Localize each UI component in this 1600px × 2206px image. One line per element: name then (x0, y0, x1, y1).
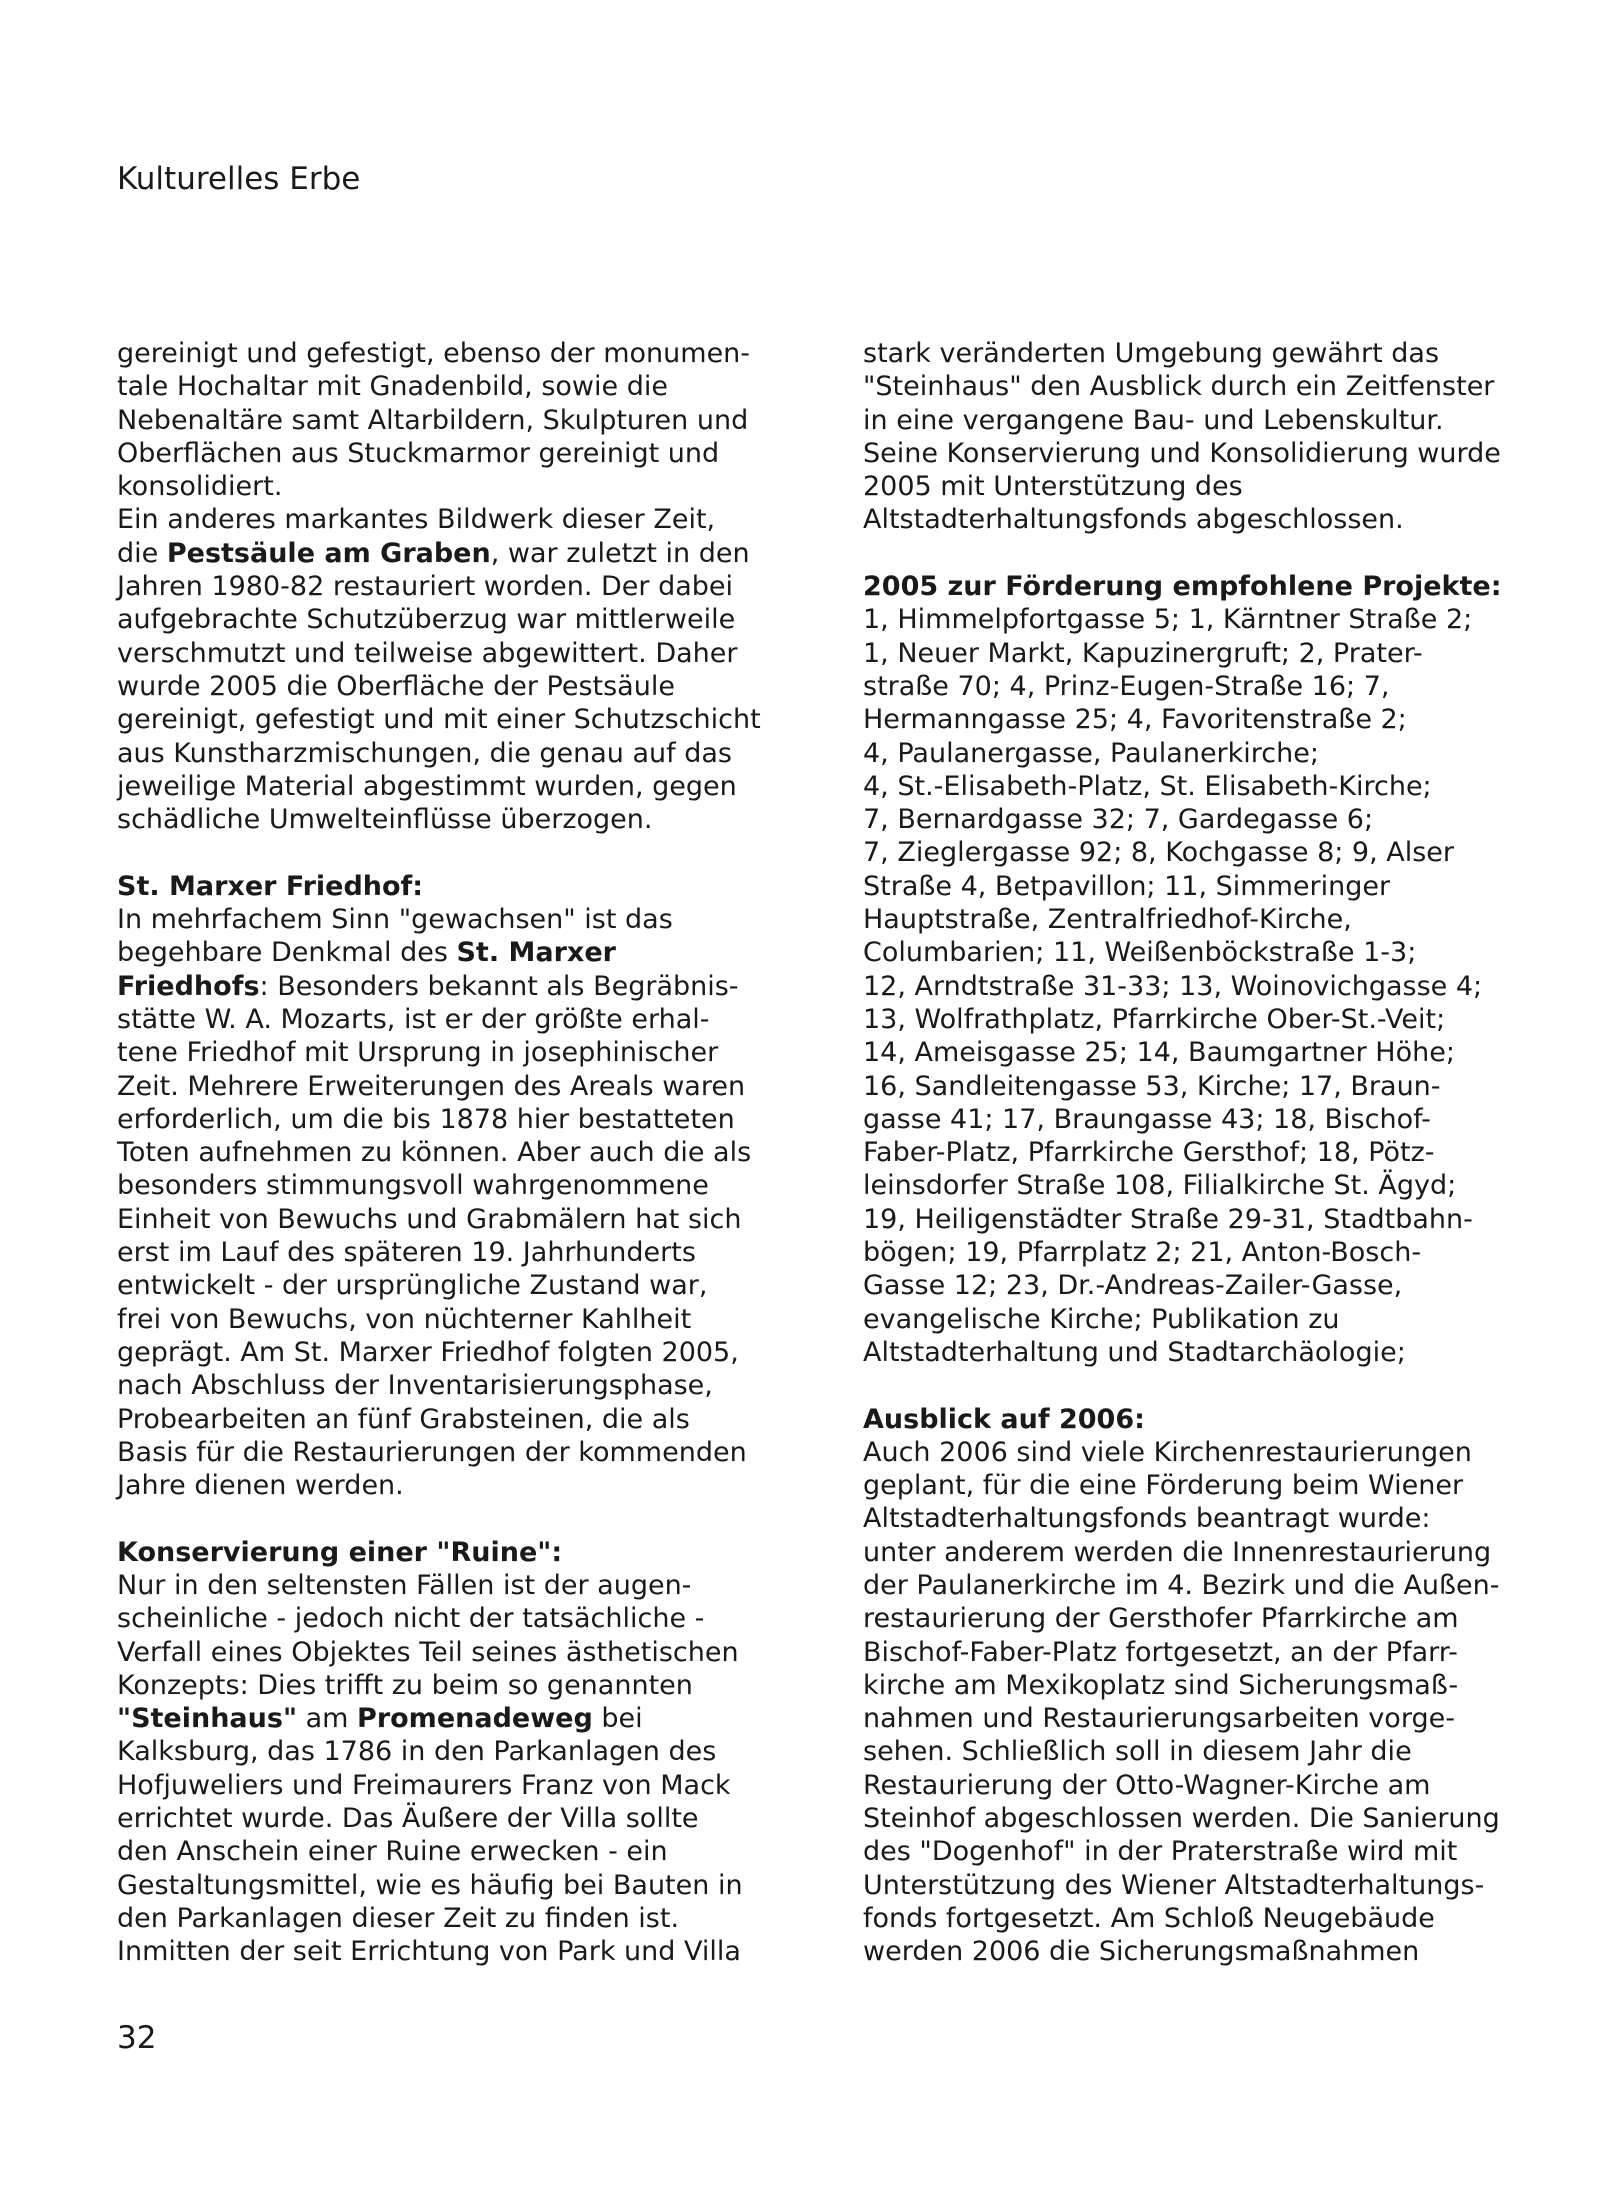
text-run: gasse 41; 17, Braungasse 43; 18, Bischof- (863, 1103, 1431, 1135)
text-run: Probearbeiten an fünf Grabsteinen, die als (117, 1403, 690, 1435)
text-run: restaurierung der Gersthofer Pfarrkirche am (863, 1603, 1459, 1635)
text-line (117, 370, 822, 403)
text-line (117, 1469, 822, 1502)
text-run: nahmen und Restaurierungsarbeiten vorge- (863, 1703, 1455, 1735)
text-line (117, 1935, 822, 1968)
text-run: , war zuletzt in den (490, 537, 750, 569)
text-run: Konzepts: Dies trifft zu beim so genannten (117, 1669, 693, 1701)
text-line (863, 404, 1568, 437)
text-run: nach Abschluss der Inventarisierungsphase, (117, 1370, 713, 1402)
text-line (117, 970, 822, 1003)
text-run: die (117, 537, 167, 569)
text-line (117, 637, 822, 670)
bold-text: Konservierung einer "Ruine": (117, 1536, 563, 1568)
text-line (117, 737, 822, 770)
text-line (863, 703, 1568, 736)
text-run: bei (592, 1703, 643, 1735)
text-line (863, 670, 1568, 703)
text-run: Seine Konservierung und Konsolidierung wurde (863, 437, 1501, 469)
text-line (117, 870, 822, 903)
text-line (117, 1602, 822, 1635)
text-run: in eine vergangene Bau- und Lebenskultur. (863, 404, 1444, 436)
text-run: kirche am Mexikoplatz sind Sicherungsmaß- (863, 1669, 1459, 1701)
text-line (117, 1802, 822, 1835)
text-line (863, 836, 1568, 869)
text-run: frei von Bewuchs, von nüchterner Kahlheit (117, 1303, 692, 1335)
text-line (117, 1169, 822, 1202)
text-line (863, 1502, 1568, 1535)
text-run: Jahren 1980-82 restauriert worden. Der dabei (117, 571, 734, 603)
text-line (117, 1636, 822, 1669)
text-run: der Paulanerkirche im 4. Bezirk und die Außen- (863, 1569, 1500, 1601)
text-line (863, 1203, 1568, 1236)
text-line (863, 1569, 1568, 1602)
text-run: 4, Paulanergasse, Paulanerkirche; (863, 737, 1319, 769)
text-run: erst im Lauf des späteren 19. Jahrhunderts (117, 1237, 696, 1269)
text-line (117, 1536, 822, 1569)
text-run: Hofjuweliers und Freimaurers Franz von Mack (117, 1769, 731, 1801)
text-run: 1, Neuer Markt, Kapuzinergruft; 2, Prater- (863, 637, 1423, 669)
text-run: 19, Heiligenstädter Straße 29-31, Stadtbahn- (863, 1203, 1473, 1235)
text-run: entwickelt - der ursprüngliche Zustand war, (117, 1270, 708, 1302)
left-text-column (117, 337, 822, 1969)
text-run: geplant, für die eine Förderung beim Wiener (863, 1470, 1464, 1502)
text-run: aufgebrachte Schutzüberzug war mittlerweile (117, 604, 736, 636)
text-line (863, 1336, 1568, 1369)
text-line (863, 903, 1568, 936)
text-run: Unterstützung des Wiener Altstadterhaltungs- (863, 1869, 1485, 1901)
text-line (863, 1902, 1568, 1935)
text-line (117, 1136, 822, 1169)
bold-text: Ausblick auf 2006: (863, 1403, 1145, 1435)
text-line (863, 437, 1568, 470)
text-line (863, 870, 1568, 903)
text-run: geprägt. Am St. Marxer Friedhof folgten 2005, (117, 1336, 739, 1368)
text-line (117, 1869, 822, 1902)
text-line (117, 1336, 822, 1369)
text-line (117, 437, 822, 470)
text-run: bögen; 19, Pfarrplatz 2; 21, Anton-Bosch- (863, 1237, 1422, 1269)
text-line (863, 337, 1568, 370)
text-run: Hauptstraße, Zentralfriedhof-Kirche, (863, 904, 1352, 936)
text-line (863, 1702, 1568, 1735)
text-line (117, 1303, 822, 1336)
text-run: 13, Wolfrathplatz, Pfarrkirche Ober-St.-Veit; (863, 1003, 1446, 1035)
text-line (117, 703, 822, 736)
text-run: Kalksburg, das 1786 in den Parkanlagen des (117, 1736, 717, 1768)
text-run: den Parkanlagen dieser Zeit zu finden ist. (117, 1902, 680, 1934)
text-line (117, 1236, 822, 1269)
bold-text: Friedhofs (117, 970, 260, 1002)
text-run: unter anderem werden die Innenrestaurierung (863, 1536, 1492, 1568)
text-line (117, 404, 822, 437)
text-line (863, 1802, 1568, 1835)
bold-text: Promenadeweg (357, 1703, 593, 1735)
text-line (117, 1669, 822, 1702)
text-line (117, 670, 822, 703)
text-line (863, 1070, 1568, 1103)
text-line (117, 1902, 822, 1935)
text-line (863, 1303, 1568, 1336)
text-line (863, 1669, 1568, 1702)
text-run: In mehrfachem Sinn "gewachsen" ist das (117, 904, 673, 936)
text-line (863, 1735, 1568, 1768)
text-run: verschmutzt und teilweise abgewittert. Daher (117, 637, 738, 669)
text-line (117, 570, 822, 603)
text-line (863, 1769, 1568, 1802)
text-run: Jahre dienen werden. (117, 1470, 404, 1502)
paragraph-gap (117, 836, 822, 869)
paragraph-gap (117, 1502, 822, 1535)
text-run: Columbarien; 11, Weißenböckstraße 1-3; (863, 937, 1417, 969)
text-line (117, 903, 822, 936)
section-header: Kulturelles Erbe (117, 161, 361, 197)
text-run: evangelische Kirche; Publikation zu (863, 1303, 1340, 1335)
text-line (117, 1702, 822, 1735)
text-line (117, 1070, 822, 1103)
text-run: Steinhof abgeschlossen werden. Die Sanierung (863, 1803, 1500, 1835)
text-run: 12, Arndtstraße 31-33; 13, Woinovichgasse 4; (863, 970, 1483, 1002)
text-run: Auch 2006 sind viele Kirchenrestaurierungen (863, 1436, 1472, 1468)
text-run: 7, Zieglergasse 92; 8, Kochgasse 8; 9, Alser (863, 837, 1455, 869)
text-line (863, 603, 1568, 636)
bold-text: 2005 zur Förderung empfohlene Projekte: (863, 571, 1502, 603)
text-run: "Steinhaus" den Ausblick durch ein Zeitfenster (863, 371, 1495, 403)
text-run: Gasse 12; 23, Dr.-Andreas-Zailer-Gasse, (863, 1270, 1403, 1302)
text-run: Zeit. Mehrere Erweiterungen des Areals waren (117, 1070, 746, 1102)
text-run: tene Friedhof mit Ursprung in josephinischer (117, 1037, 719, 1069)
text-run: Basis für die Restaurierungen der kommenden (117, 1436, 747, 1468)
text-run: 1, Himmelpfortgasse 5; 1, Kärntner Straße 2; (863, 604, 1473, 636)
paragraph-gap (863, 537, 1568, 570)
text-run: tale Hochaltar mit Gnadenbild, sowie die (117, 371, 668, 403)
text-line (117, 1369, 822, 1402)
text-run: aus Kunstharzmischungen, die genau auf das (117, 737, 732, 769)
bold-text: St. Marxer Friedhof: (117, 870, 424, 902)
text-line (863, 1935, 1568, 1968)
text-line (863, 803, 1568, 836)
text-run: den Anschein einer Ruine erwecken - ein (117, 1836, 668, 1868)
text-run: Toten aufnehmen zu können. Aber auch die als (117, 1137, 752, 1169)
right-text-column (863, 337, 1568, 1969)
text-line (863, 1236, 1568, 1269)
text-line (863, 1536, 1568, 1569)
bold-text: St. Marxer (456, 937, 616, 969)
text-run: besonders stimmungsvoll wahrgenommene (117, 1170, 709, 1202)
text-run: jeweilige Material abgestimmt wurden, gegen (117, 770, 737, 802)
text-run: 14, Ameisgasse 25; 14, Baumgartner Höhe; (863, 1037, 1455, 1069)
text-line (863, 936, 1568, 969)
text-line (117, 1569, 822, 1602)
text-run: straße 70; 4, Prinz-Eugen-Straße 16; 7, (863, 670, 1390, 702)
page-number: 32 (117, 2020, 157, 2056)
text-run: 4, St.-Elisabeth-Platz, St. Elisabeth-Kirche; (863, 770, 1432, 802)
text-line (117, 1769, 822, 1802)
text-run: Restaurierung der Otto-Wagner-Kirche am (863, 1769, 1431, 1801)
text-line (863, 1469, 1568, 1502)
text-line (863, 1869, 1568, 1902)
text-run: fonds fortgesetzt. Am Schloß Neugebäude (863, 1902, 1435, 1934)
text-line (863, 970, 1568, 1003)
text-line (117, 603, 822, 636)
text-line (117, 1269, 822, 1302)
text-run: gereinigt, gefestigt und mit einer Schutzschicht (117, 704, 761, 736)
text-run: begehbare Denkmal des (117, 937, 457, 969)
text-run: Nebenaltäre samt Altarbildern, Skulpturen und (117, 404, 749, 436)
text-run: Gestaltungsmittel, wie es häufig bei Bauten in (117, 1869, 743, 1901)
text-run: Oberflächen aus Stuckmarmor gereinigt und (117, 437, 720, 469)
text-line (863, 737, 1568, 770)
paragraph-gap (863, 1369, 1568, 1402)
text-line (863, 1169, 1568, 1202)
text-run: erforderlich, um die bis 1878 hier bestatteten (117, 1103, 735, 1135)
text-run: wurde 2005 die Oberfläche der Pestsäule (117, 670, 675, 702)
text-line (863, 1835, 1568, 1868)
text-run: sehen. Schließlich soll in diesem Jahr die (863, 1736, 1412, 1768)
text-line (863, 570, 1568, 603)
text-run: 7, Bernardgasse 32; 7, Gardegasse 6; (863, 804, 1374, 836)
text-line (117, 503, 822, 536)
text-run: Verfall eines Objektes Teil seines ästhetischen (117, 1636, 739, 1668)
text-line (863, 1036, 1568, 1069)
text-run: Altstadterhaltung und Stadtarchäologie; (863, 1336, 1406, 1368)
text-run: Altstadterhaltungsfonds abgeschlossen. (863, 504, 1404, 536)
text-line (117, 770, 822, 803)
text-line (117, 537, 822, 570)
text-run: Faber-Platz, Pfarrkirche Gersthof; 18, Pötz- (863, 1137, 1435, 1169)
text-run: scheinliche - jedoch nicht der tatsächliche - (117, 1603, 705, 1635)
text-run: am (297, 1703, 358, 1735)
text-line (863, 470, 1568, 503)
text-line (863, 1403, 1568, 1436)
text-run: gereinigt und gefestigt, ebenso der monumen- (117, 338, 751, 369)
text-line (117, 1103, 822, 1136)
text-run: errichtet wurde. Das Äußere der Villa sollte (117, 1803, 699, 1835)
text-line (863, 370, 1568, 403)
text-run: werden 2006 die Sicherungsmaßnahmen (863, 1936, 1420, 1968)
text-line (117, 803, 822, 836)
text-run: Straße 4, Betpavillon; 11, Simmeringer (863, 870, 1391, 902)
text-run: stätte W. A. Mozarts, ist er der größte erhal- (117, 1003, 710, 1035)
text-line (117, 1436, 822, 1469)
text-run: Bischof-Faber-Platz fortgesetzt, an der Pfarr- (863, 1636, 1458, 1668)
text-line (117, 470, 822, 503)
text-line (863, 503, 1568, 536)
bold-text: Pestsäule am Graben (166, 537, 491, 569)
text-run: des "Dogenhof" in der Praterstraße wird mit (863, 1836, 1458, 1868)
text-run: : Besonders bekannt als Begräbnis- (259, 970, 739, 1002)
text-line (863, 1103, 1568, 1136)
text-line (117, 1735, 822, 1768)
text-line (863, 1636, 1568, 1669)
text-run: schädliche Umwelteinflüsse überzogen. (117, 804, 653, 836)
text-line (117, 1835, 822, 1868)
text-run: Einheit von Bewuchs und Grabmälern hat sich (117, 1203, 742, 1235)
text-line (863, 1003, 1568, 1036)
text-run: leinsdorfer Straße 108, Filialkirche St. Ägyd; (863, 1170, 1457, 1202)
text-run: Hermanngasse 25; 4, Favoritenstraße 2; (863, 704, 1407, 736)
text-line (117, 936, 822, 969)
text-line (863, 1436, 1568, 1469)
text-run: Nur in den seltensten Fällen ist der augen- (117, 1569, 692, 1601)
text-run: 16, Sandleitengasse 53, Kirche; 17, Braun- (863, 1070, 1441, 1102)
text-line (117, 1203, 822, 1236)
bold-text: "Steinhaus" (117, 1703, 298, 1735)
text-line (863, 637, 1568, 670)
text-line (117, 337, 822, 370)
text-run: konsolidiert. (117, 471, 283, 503)
text-run: 2005 mit Unterstützung des (863, 471, 1243, 503)
text-line (863, 1602, 1568, 1635)
text-run: Inmitten der seit Errichtung von Park und Villa (117, 1936, 741, 1968)
text-run: stark veränderten Umgebung gewährt das (863, 338, 1440, 369)
text-line (117, 1003, 822, 1036)
text-line (863, 770, 1568, 803)
text-line (863, 1136, 1568, 1169)
text-line (863, 1269, 1568, 1302)
text-run: Ein anderes markantes Bildwerk dieser Zeit, (117, 504, 716, 536)
text-run: Altstadterhaltungsfonds beantragt wurde: (863, 1503, 1431, 1535)
text-line (117, 1403, 822, 1436)
text-line (117, 1036, 822, 1069)
